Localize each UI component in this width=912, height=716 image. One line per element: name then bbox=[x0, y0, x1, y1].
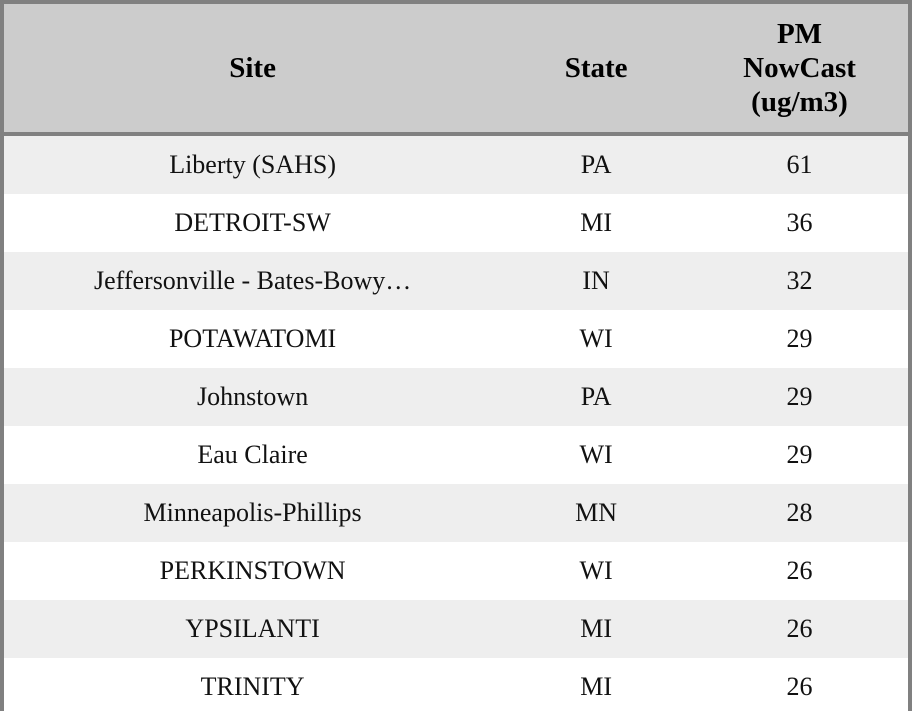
table-row[interactable] bbox=[4, 134, 908, 194]
cell-state: PA bbox=[501, 134, 691, 194]
column-header-state-label: State bbox=[564, 51, 628, 84]
cell-state: WI bbox=[501, 310, 691, 368]
cell-site: Jeffersonville - Bates-Bowy… bbox=[4, 252, 501, 310]
table-header bbox=[4, 4, 908, 134]
cell-value: 26 bbox=[691, 542, 908, 600]
cell-value: 61 bbox=[691, 134, 908, 194]
cell-state: WI bbox=[501, 542, 691, 600]
cell-state: MN bbox=[501, 484, 691, 542]
cell-site: Eau Claire bbox=[4, 426, 501, 484]
cell-value: 29 bbox=[691, 310, 908, 368]
column-header-state[interactable] bbox=[501, 4, 691, 134]
column-header-site[interactable] bbox=[4, 4, 501, 134]
table-row[interactable] bbox=[4, 600, 908, 658]
cell-state: WI bbox=[501, 426, 691, 484]
air-quality-table bbox=[4, 4, 908, 716]
cell-state: MI bbox=[501, 658, 691, 716]
cell-site: Liberty (SAHS) bbox=[4, 134, 501, 194]
column-header-pm-nowcast-line3: (ug/m3) bbox=[751, 86, 848, 119]
table-header-row bbox=[4, 4, 908, 134]
column-header-pm-nowcast[interactable] bbox=[691, 4, 908, 134]
cell-site: YPSILANTI bbox=[4, 600, 501, 658]
cell-state: IN bbox=[501, 252, 691, 310]
cell-site: Minneapolis-Phillips bbox=[4, 484, 501, 542]
cell-value: 26 bbox=[691, 658, 908, 716]
cell-value: 32 bbox=[691, 252, 908, 310]
table-row[interactable] bbox=[4, 252, 908, 310]
table-row[interactable] bbox=[4, 542, 908, 600]
table-row[interactable] bbox=[4, 658, 908, 716]
table-row[interactable] bbox=[4, 484, 908, 542]
cell-site: Johnstown bbox=[4, 368, 501, 426]
cell-site: DETROIT-SW bbox=[4, 194, 501, 252]
cell-site: POTAWATOMI bbox=[4, 310, 501, 368]
table-row[interactable] bbox=[4, 194, 908, 252]
cell-site: TRINITY bbox=[4, 658, 501, 716]
cell-state: MI bbox=[501, 194, 691, 252]
table-body bbox=[4, 134, 908, 716]
cell-value: 36 bbox=[691, 194, 908, 252]
cell-value: 29 bbox=[691, 368, 908, 426]
table-row[interactable] bbox=[4, 368, 908, 426]
column-header-pm-nowcast-line1: PM bbox=[776, 17, 823, 50]
table-row[interactable] bbox=[4, 426, 908, 484]
column-header-site-label: Site bbox=[229, 51, 276, 84]
cell-site: PERKINSTOWN bbox=[4, 542, 501, 600]
cell-state: PA bbox=[501, 368, 691, 426]
table-row[interactable] bbox=[4, 310, 908, 368]
cell-value: 26 bbox=[691, 600, 908, 658]
cell-value: 28 bbox=[691, 484, 908, 542]
column-header-pm-nowcast-line2: NowCast bbox=[743, 51, 856, 84]
cell-value: 29 bbox=[691, 426, 908, 484]
cell-state: MI bbox=[501, 600, 691, 658]
